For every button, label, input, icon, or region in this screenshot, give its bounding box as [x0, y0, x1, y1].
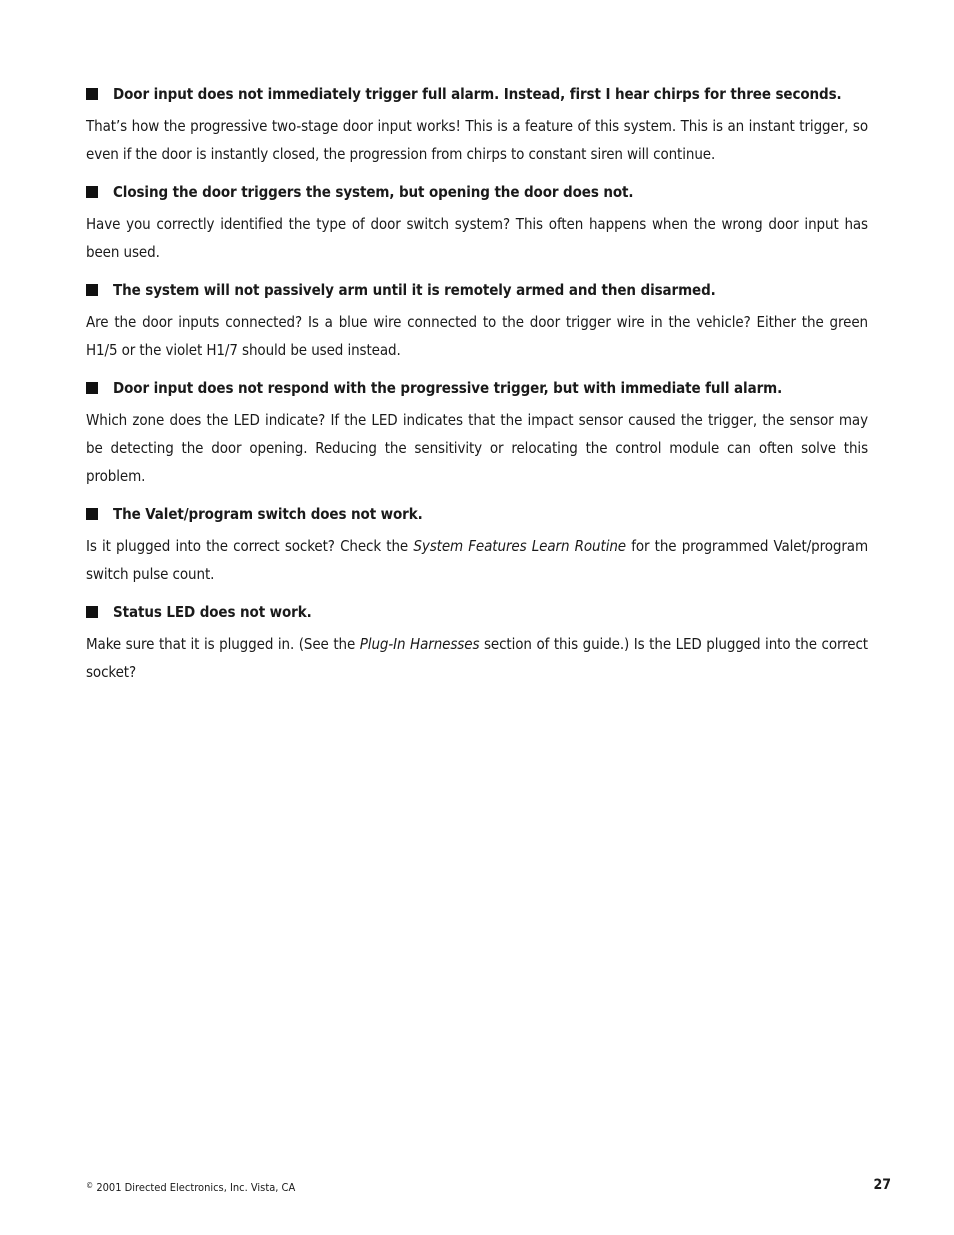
heading-text: Status LED does not work. — [113, 603, 312, 621]
item-heading — [86, 602, 868, 622]
troubleshooting-item — [86, 280, 868, 364]
item-body: Have you correctly identified the type of door switch system? This often happens when the wrong door input has been used. — [86, 215, 868, 261]
item-body: That’s how the progressive two-stage door input works! This is a feature of this system. This is an instant trigger, so even if the door is instantly closed, the progression from chirps to constant siren will continue. — [86, 117, 868, 163]
troubleshooting-item — [86, 84, 868, 168]
troubleshooting-item — [86, 504, 868, 588]
item-body: Make sure that it is plugged in. (See the Plug-In Harnesses section of this guide.) Is the LED plugged into the correct socket? — [86, 635, 868, 681]
troubleshooting-list — [86, 84, 868, 700]
item-heading — [86, 182, 868, 202]
troubleshooting-item — [86, 602, 868, 686]
footer-copyright — [86, 1179, 295, 1195]
item-body: Which zone does the LED indicate? If the LED indicates that the impact sensor caused the trigger, the sensor may be detecting the door opening. Reducing the sensitivity or relocating the control module can often solve this problem. — [86, 411, 868, 485]
square-bullet-icon — [86, 186, 98, 198]
copyright-text: 2001 Directed Electronics, Inc. Vista, CA — [93, 1181, 296, 1194]
page-number: 27 — [873, 1177, 891, 1193]
heading-text: Door input does not immediately trigger full alarm. Instead, first I hear chirps for three seconds. — [113, 85, 842, 103]
item-heading — [86, 280, 868, 300]
item-heading — [86, 84, 868, 104]
square-bullet-icon — [86, 606, 98, 618]
italic-reference: System Features Learn Routine — [413, 537, 627, 555]
italic-reference: Plug-In Harnesses — [359, 635, 480, 653]
square-bullet-icon — [86, 382, 98, 394]
heading-text: Closing the door triggers the system, but opening the door does not. — [113, 183, 634, 201]
square-bullet-icon — [86, 284, 98, 296]
troubleshooting-item — [86, 182, 868, 266]
heading-text: The Valet/program switch does not work. — [113, 505, 423, 523]
square-bullet-icon — [86, 88, 98, 100]
item-body: Is it plugged into the correct socket? Check the System Features Learn Routine for the programmed Valet/program switch pulse count. — [86, 537, 868, 583]
square-bullet-icon — [86, 508, 98, 520]
item-body: Are the door inputs connected? Is a blue wire connected to the door trigger wire in the vehicle? Either the green H1/5 or the violet H1/7 should be used instead. — [86, 313, 868, 359]
heading-text: The system will not passively arm until it is remotely armed and then disarmed. — [113, 281, 716, 299]
copyright-symbol: © — [86, 1181, 94, 1190]
troubleshooting-item — [86, 378, 868, 490]
item-heading — [86, 504, 868, 524]
item-heading — [86, 378, 868, 398]
heading-text: Door input does not respond with the progressive trigger, but with immediate full alarm. — [113, 379, 783, 397]
